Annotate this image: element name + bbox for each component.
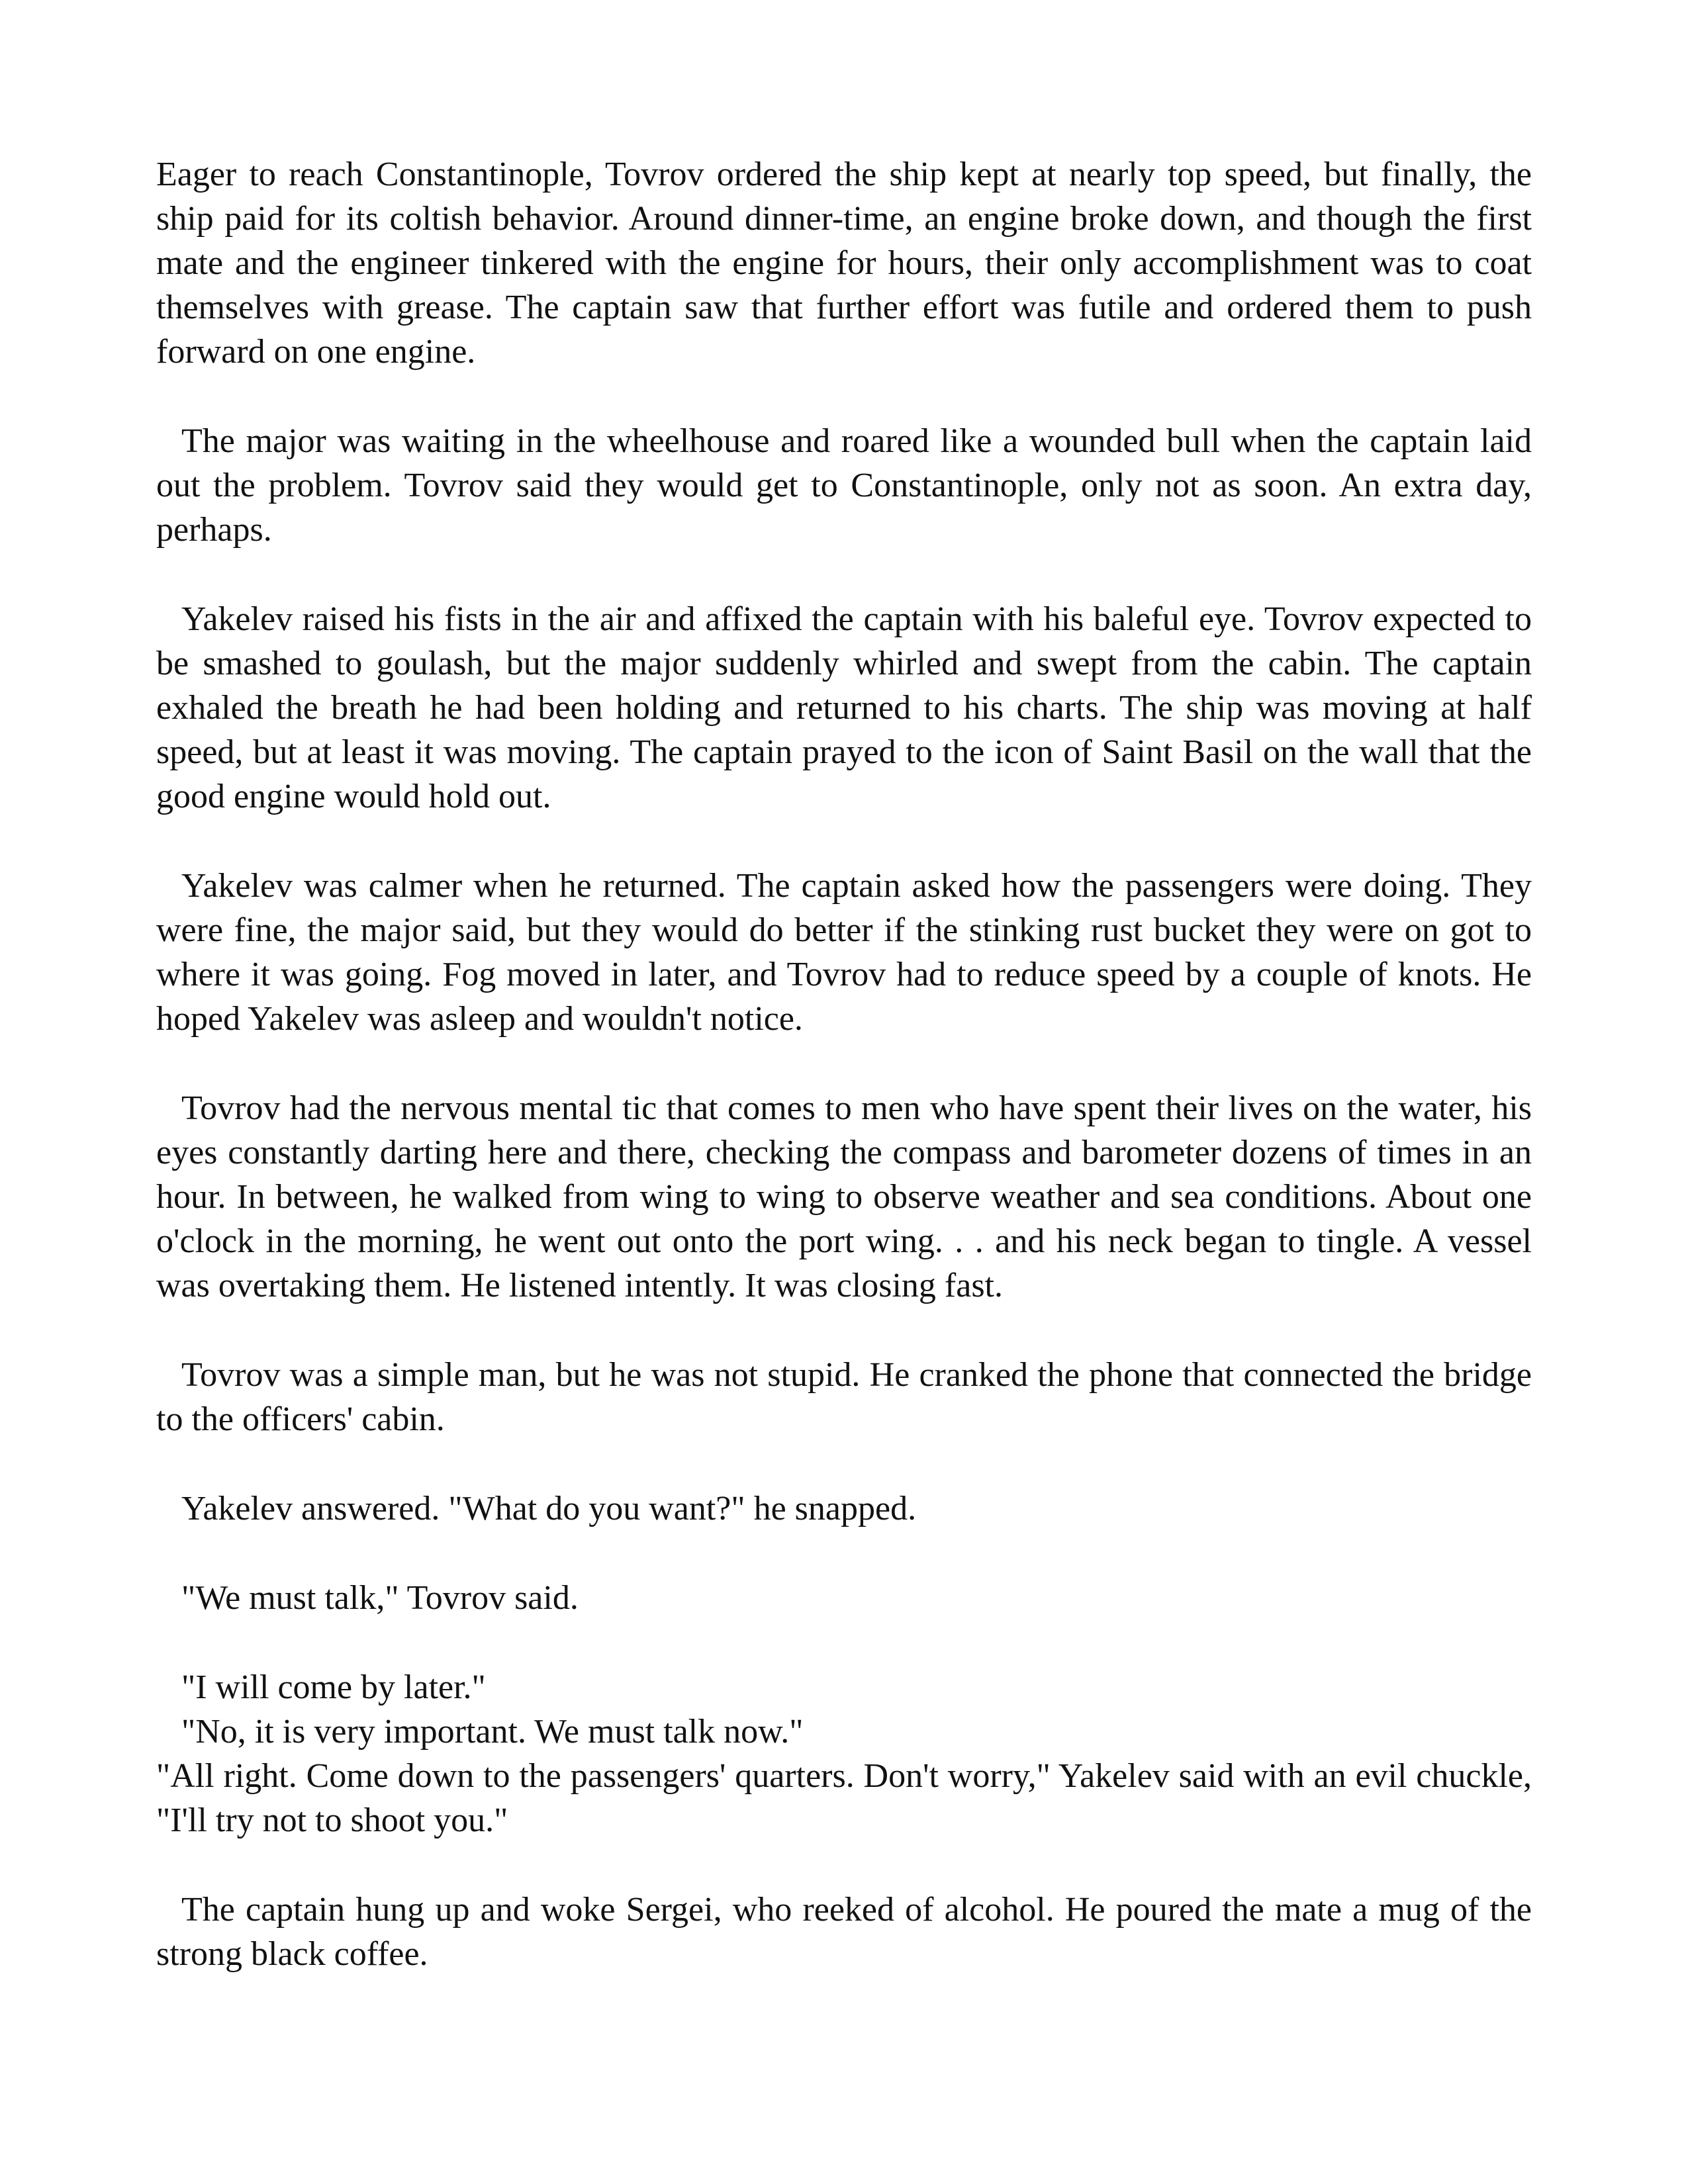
paragraph-all-right: "All right. Come down to the passengers' quarters. Don't worry," Yakelev said with an evil chuckle, "I'll try not to shoot you."	[156, 1757, 1532, 1839]
paragraph-yakelev-returns: Yakelev was calmer when he returned. The captain asked how the passengers were doing. They were fine, the major said, but they would do better if the stinking rust bucket they were on got to where it was going. Fog moved in later, and Tovrov had to reduce speed by a couple of knots. He hoped Yakelev was asleep and wouldn't notice.	[156, 867, 1532, 1038]
paragraph-yakelev-answers: Yakelev answered. "What do you want?" he snapped.	[181, 1490, 917, 1527]
paragraph-yakelev-fists: Yakelev raised his fists in the air and affixed the captain with his baleful eye. Tovrov expected to be smashed to goulash, but the major suddenly whirled and swept from the cabin. The captain exhaled the breath he had been holding and returned to his charts. The ship was moving at half speed, but at least it was moving. The captain prayed to the icon of Saint Basil on the wall that the good engine would hold out.	[156, 600, 1532, 815]
paragraph-phone-call: Tovrov was a simple man, but he was not stupid. He cranked the phone that connected the bridge to the officers' cabin.	[156, 1356, 1532, 1438]
paragraph-vessel-overtaking: Tovrov had the nervous mental tic that comes to men who have spent their lives on the water, his eyes constantly darting here and there, checking the compass and barometer dozens of times in an hour. In between, he walked from wing to wing to observe weather and sea conditions. About one o'clock in the morning, he went out onto the port wing. . . and his neck began to tingle. A vessel was overtaking them. He listened intently. It was closing fast.	[156, 1089, 1532, 1304]
paragraph-must-talk: "We must talk," Tovrov said.	[181, 1579, 579, 1617]
document-page	[156, 152, 1532, 2021]
paragraph-very-important: "No, it is very important. We must talk now."	[181, 1713, 804, 1751]
paragraph-wakes-sergei: The captain hung up and woke Sergei, who reeked of alcohol. He poured the mate a mug of the strong black coffee.	[156, 1891, 1532, 1973]
paragraph-major-wheelhouse: The major was waiting in the wheelhouse and roared like a wounded bull when the captain laid out the problem. Tovrov said they would get to Constantinople, only not as soon. An extra day, perhaps.	[156, 422, 1532, 549]
paragraph-engine-breakdown: Eager to reach Constantinople, Tovrov ordered the ship kept at nearly top speed, but finally, the ship paid for its coltish behavior. Around dinner-time, an engine broke down, and though the first mate and the engineer tinkered with the engine for hours, their only accomplishment was to coat themselves with grease. The captain saw that further effort was futile and ordered them to push forward on one engine.	[156, 156, 1532, 371]
paragraph-come-by-later: "I will come by later."	[181, 1668, 486, 1706]
